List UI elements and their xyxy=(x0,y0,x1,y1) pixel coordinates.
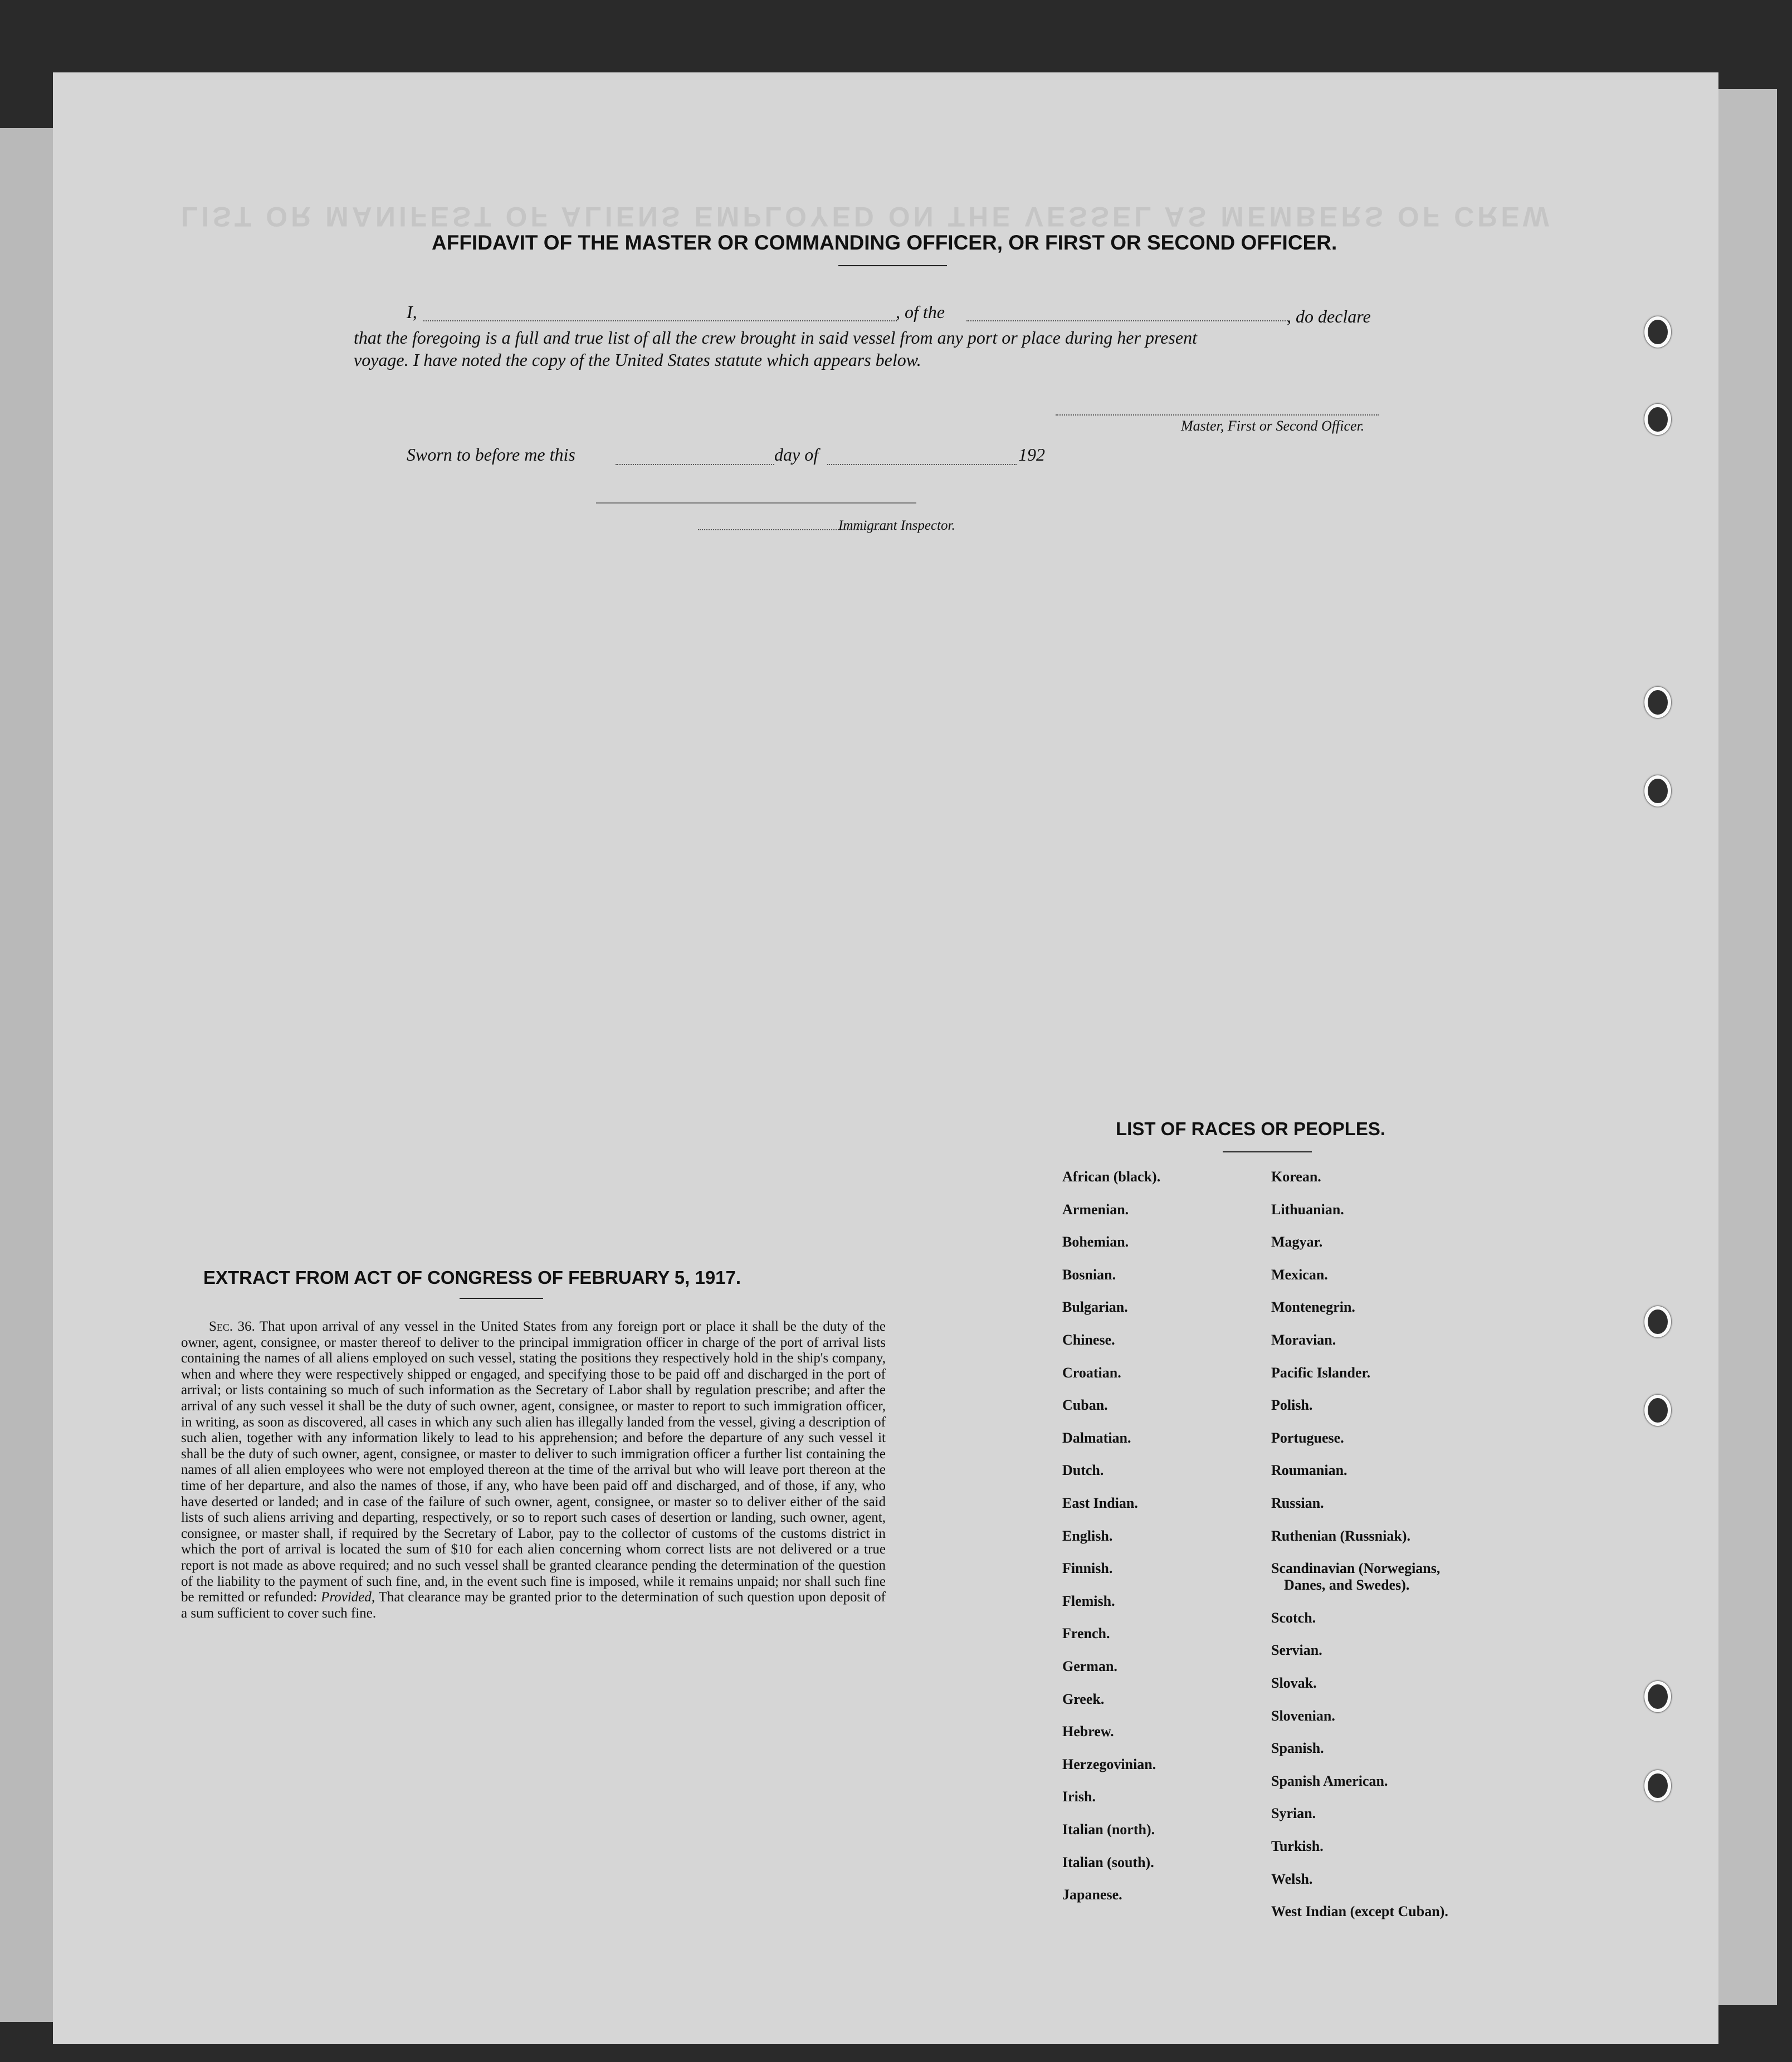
race-item: Dutch. xyxy=(1062,1462,1104,1479)
race-item: Slovak. xyxy=(1271,1675,1317,1691)
race-item: Spanish American. xyxy=(1271,1772,1388,1789)
binder-hole xyxy=(1644,687,1671,718)
race-item: Japanese. xyxy=(1062,1887,1122,1903)
day-blank[interactable] xyxy=(616,464,774,465)
name-blank[interactable] xyxy=(423,320,897,321)
race-item: Hebrew. xyxy=(1062,1723,1114,1740)
inspector-rule xyxy=(596,502,916,504)
sworn-label: Sworn to before me this xyxy=(407,444,575,465)
month-blank[interactable] xyxy=(827,464,1017,465)
binder-hole xyxy=(1644,404,1671,435)
inspector-label: Immigrant Inspector. xyxy=(838,518,955,533)
affidavit-statement-line2: voyage. I have noted the copy of the United States statute which appears below. xyxy=(354,350,921,370)
signature-blank[interactable] xyxy=(1056,414,1379,416)
race-item: Irish. xyxy=(1062,1789,1096,1805)
affidavit-title: AFFIDAVIT OF THE MASTER OR COMMANDING OFFICER, OR FIRST OR SECOND OFFICER. xyxy=(432,231,1337,254)
race-item: Ruthenian (Russniak). xyxy=(1271,1527,1410,1544)
race-item: Polish. xyxy=(1271,1397,1313,1414)
extract-text-part1: That upon arrival of any vessel in the United States from any foreign port or place it shall be the duty of the owner, agent, consignee, or master thereof to deliver to the principal immigration officer in charge of the port of arrival lists containing the names of all aliens employed on such vessel, stating the positions they respectively hold in the ship's company, when and where they were respectively shipped or engaged, and specifying those to be paid off and discharged in the port of arrival; or lists containing so much of such information as the Secretary of Labor shall by regulation prescribe; and after the arrival of any such vessel it shall be the duty of such owner, agent, consignee, or master to report to such immigration officer, in writing, as soon as discovered, all cases in which any such alien has illegally landed from the vessel, giving a description of such alien, together with any information likely to lead to his apprehension; and before the departure of any such vessel it shall be the duty of such owner, agent, consignee, or master to deliver to such immigration officer a further list containing the names of all alien employees who were not employed thereon at the time of the arrival but who will leave port thereon at the time of her departure, and also the names of those, if any, who have been paid off and discharged, and of those, if any, who have deserted or landed; and in case of the failure of such owner, agent, consignee, or master so to deliver either of the said lists of such aliens arriving and departing, respectively, or so to report such cases of desertion or landing, such owner, agent, consignee, or master shall, if required by the Secretary of Labor, pay to the collector of customs of the customs district in which the port of arrival is located the sum of $10 for each alien concerning whom correct lists are not delivered or a true report is not made as above required; and no such vessel shall be granted clearance pending the determination of the question of the liability to the payment of such fine, and, in the event such fine is imposed, while it remains unpaid; nor shall such fine be remitted or refunded: xyxy=(181,1319,886,1605)
race-item: Pacific Islander. xyxy=(1271,1364,1371,1381)
race-item: English. xyxy=(1062,1527,1113,1544)
race-item: Servian. xyxy=(1271,1642,1322,1659)
extract-title-rule xyxy=(460,1298,543,1299)
affidavit-statement-line1: that the foregoing is a full and true list of all the crew brought in said vessel from any port or place during her present xyxy=(354,328,1197,348)
race-item: German. xyxy=(1062,1658,1117,1674)
race-item: Croatian. xyxy=(1062,1364,1121,1381)
race-item: Chinese. xyxy=(1062,1332,1115,1348)
race-item: Greek. xyxy=(1062,1690,1105,1707)
race-item: Bulgarian. xyxy=(1062,1299,1128,1316)
race-item: Mexican. xyxy=(1271,1266,1328,1283)
race-item: Portuguese. xyxy=(1271,1429,1344,1446)
race-item: Slovenian. xyxy=(1271,1707,1335,1724)
races-title-rule xyxy=(1223,1151,1312,1152)
race-item: Flemish. xyxy=(1062,1592,1115,1609)
race-item: French. xyxy=(1062,1625,1110,1642)
race-item: Armenian. xyxy=(1062,1201,1129,1218)
binder-hole xyxy=(1644,1681,1671,1712)
extract-body xyxy=(181,1319,886,1621)
of-the-label: , of the xyxy=(896,302,945,322)
race-item: Welsh. xyxy=(1271,1870,1313,1887)
race-item: Bohemian. xyxy=(1062,1234,1129,1250)
race-item: African (black). xyxy=(1062,1169,1161,1185)
race-item: Italian (north). xyxy=(1062,1821,1155,1838)
race-item: Syrian. xyxy=(1271,1805,1316,1822)
race-item: Bosnian. xyxy=(1062,1266,1116,1283)
binder-hole xyxy=(1644,1770,1671,1801)
extract-title: EXTRACT FROM ACT OF CONGRESS OF FEBRUARY 5, 1917. xyxy=(203,1267,741,1288)
race-item: Italian (south). xyxy=(1062,1854,1154,1870)
vessel-blank[interactable] xyxy=(966,320,1290,321)
binder-hole xyxy=(1644,1395,1671,1426)
race-item: Cuban. xyxy=(1062,1397,1108,1414)
race-item: Turkish. xyxy=(1271,1838,1324,1854)
day-of-label: day of xyxy=(774,444,819,465)
binder-hole xyxy=(1644,1306,1671,1337)
race-item: Roumanian. xyxy=(1271,1462,1347,1479)
race-item: Montenegrin. xyxy=(1271,1299,1355,1316)
race-item: Danes, and Swedes). xyxy=(1284,1577,1410,1594)
provided-keyword: Provided, xyxy=(321,1590,375,1605)
race-item: Dalmatian. xyxy=(1062,1429,1131,1446)
section-number: Sec. 36. xyxy=(209,1319,255,1334)
race-item: West Indian (except Cuban). xyxy=(1271,1903,1448,1920)
binder-hole xyxy=(1644,775,1671,807)
signature-label: Master, First or Second Officer. xyxy=(1181,418,1365,434)
race-item: Magyar. xyxy=(1271,1234,1323,1250)
race-item: East Indian. xyxy=(1062,1495,1138,1511)
race-item: Finnish. xyxy=(1062,1560,1113,1577)
race-item: Scotch. xyxy=(1271,1609,1316,1626)
affidavit-title-rule xyxy=(838,265,947,266)
affidavit-i-label: I, xyxy=(407,302,417,322)
race-item: Scandinavian (Norwegians, xyxy=(1271,1560,1441,1577)
races-title: LIST OF RACES OR PEOPLES. xyxy=(1116,1118,1386,1139)
race-item: Korean. xyxy=(1271,1169,1321,1185)
binder-hole xyxy=(1644,316,1671,348)
year-prefix: 192 xyxy=(1018,444,1045,465)
document-page xyxy=(53,72,1718,2044)
do-declare-label: , do declare xyxy=(1287,306,1371,326)
extract-text-part2: That clearance may be granted prior to the determination of such question upon deposit of a sum sufficient to cover such fine. xyxy=(181,1590,886,1621)
race-item: Moravian. xyxy=(1271,1332,1336,1348)
race-item: Russian. xyxy=(1271,1495,1324,1511)
race-item: Spanish. xyxy=(1271,1740,1324,1757)
bleed-through-text: LIST OR MANIFEST OF ALIENS EMPLOYED ON THE VESSEL AS MEMBERS OF CREW xyxy=(181,201,1552,232)
race-item: Herzegovinian. xyxy=(1062,1756,1156,1772)
race-item: Lithuanian. xyxy=(1271,1201,1344,1218)
